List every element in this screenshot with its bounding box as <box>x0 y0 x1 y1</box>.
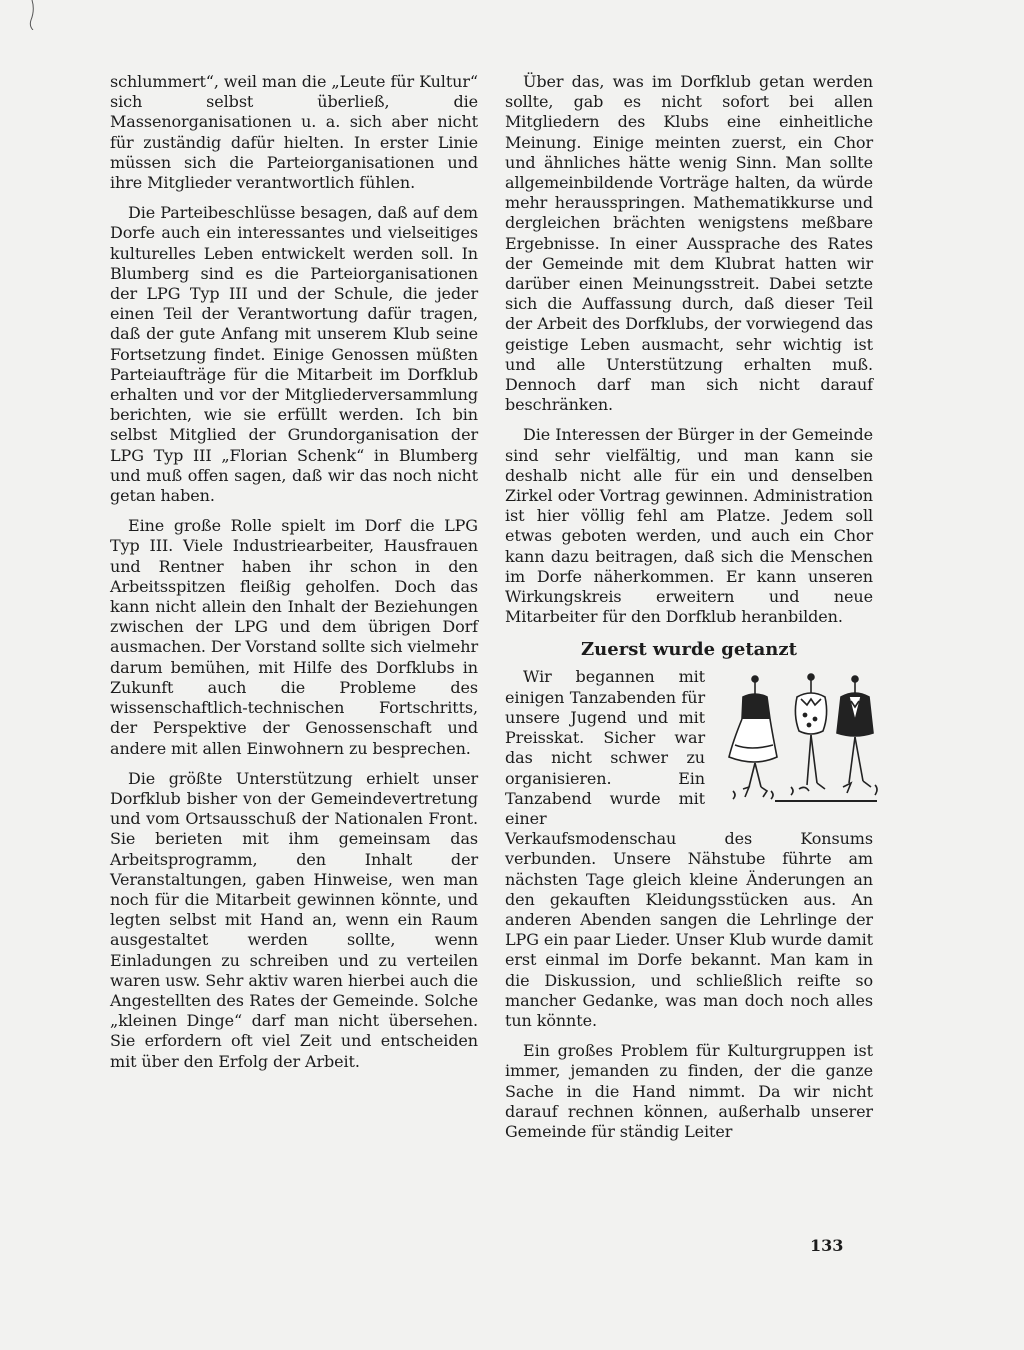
paragraph: Die Parteibeschlüsse besagen, daß auf dem Dorfe auch ein interessantes und vielseitiges kulturelles Leben entwickelt werden soll. In Blumberg sind es die Parteiorganisationen der LPG Typ III und der Schule, die jeder einen Teil der Verantwortung dafür tragen, daß der gute Anfang mit unserem Klub seine Fortsetzung findet. Einige Genossen müßten Parteiaufträge für die Mitarbeit im Dorfklub erhalten und vor der Mitgliederversammlung berichten, wie sie erfüllt werden. Ich bin selbst Mitglied der Grundorganisation der LPG Typ III „Florian Schenk“ in Blumberg und muß offen sagen, daß wir das noch nicht getan haben. <box>110 203 478 506</box>
paragraph: Die größte Unterstützung erhielt unser Dorfklub bisher von der Gemeindevertretung und vom Ortsausschuß der Nationalen Front. Sie berieten mit ihm gemeinsam das Arbeitsprogramm, den Inhalt der Veranstaltungen, gaben Hinweise, wen man noch für die Mitarbeit gewinnen könnte, und legten selbst mit Hand an, wenn ein Raum ausgestaltet werden sollte, wenn Einladungen zu schreiben und zu verteilen waren usw. Sehr aktiv waren hierbei auch die Angestellten des Rates der Gemeinde. Solche „kleinen Dinge“ darf man nicht übersehen. Sie erfordern oft viel Zeit und entscheiden mit über den Erfolg der Arbeit. <box>110 768 478 1071</box>
paragraph: Über das, was im Dorfklub getan werden sollte, gab es nicht sofort bei allen Mitgliedern des Klubs eine einheitliche Meinung. Einige meinten zuerst, ein Chor und ähnliches hätte wenig Sinn. Man sollte allgemeinbildende Vorträge halten, da würde mehr herausspringen. Mathematikkurse und dergleichen brächten wenigstens meßbare Ergebnisse. In einer Aussprache des Rates der Gemeinde mit dem Klubrat hatten wir darüber einen Meinungsstreit. Dabei setzte sich die Auffassung durch, daß dieser Teil der Arbeit des Dorfklubs, der vorwiegend das geistige Leben ausmacht, sehr wichtig ist und alle Unterstützung erhalten muß. Dennoch darf man sich nicht darauf beschränken. <box>505 72 873 415</box>
paragraph: Wir begannen mit einigen Tanzabenden für unsere Jugend und mit Preisskat. Sicher war das nicht schwer zu organisieren. Ein Tanzabend wurde mit einer Verkaufsmodenschau des Konsums verbunden. Unsere Nähstube führte am nächsten Tage gleich kleine Änderungen an den gekauften Kleidungsstücken aus. An anderen Abenden sangen die Lehrlinge der LPG ein paar Lieder. Unser Klub wurde damit erst einmal im Dorfe bekannt. Man kam in die Diskussion, und schließlich reifte so mancher Gedanke, was man doch noch alles tun könnte. <box>505 667 873 1030</box>
mannequin-figure <box>729 676 777 799</box>
dancing-mannequins-illustration <box>715 671 883 819</box>
paragraph: Ein großes Problem für Kulturgruppen ist immer, jemanden zu finden, der die ganze Sache in die Hand nimmt. Da wir nicht darauf rechnen können, außerhalb unserer Gemeinde für ständig Leiter <box>505 1041 873 1141</box>
mannequin-figure <box>791 674 827 795</box>
paragraph: Die Interessen der Bürger in der Gemeinde sind sehr vielfältig, und man kann sie deshalb nicht alle für ein und denselben Zirkel oder Vortrag gewinnen. Administration ist hier völlig fehl am Platze. Jedem soll etwas geboten werden, und auch ein Chor kann dazu beitragen, daß sich die Menschen im Dorfe näherkommen. Er kann unseren Wirkungskreis erweitern und neue Mitarbeiter für den Dorfklub heranbilden. <box>505 425 873 627</box>
right-column <box>505 72 873 1152</box>
mannequin-drawing <box>715 671 883 819</box>
left-column <box>110 72 478 1082</box>
section-heading: Zuerst wurde getanzt <box>581 639 797 661</box>
page-number: 133 <box>810 1236 844 1255</box>
paragraph: Eine große Rolle spielt im Dorf die LPG Typ III. Viele Industriearbeiter, Hausfrauen und Rentner haben ihr schon in den Arbeitsspitzen fleißig geholfen. Doch das kann nicht allein den Inhalt der Beziehungen zwischen der LPG und dem übrigen Dorf ausmachen. Der Vorstand sollte sich vielmehr darum bemühen, mit Hilfe des Dorfklubs in Zukunft auch die Probleme des wissenschaftlich-technischen Fortschritts, der Perspektive der Genossenschaft und andere mit allen Einwohnern zu besprechen. <box>110 516 478 758</box>
mannequin-figure <box>837 676 877 795</box>
paragraph: schlummert“, weil man die „Leute für Kultur“ sich selbst überließ, die Massenorganisationen u. a. sich aber nicht für zuständig dafür hielten. In erster Linie müssen sich die Parteiorganisationen und ihre Mitglieder verantwortlich fühlen. <box>110 72 478 193</box>
page-edge-mark <box>28 0 38 30</box>
